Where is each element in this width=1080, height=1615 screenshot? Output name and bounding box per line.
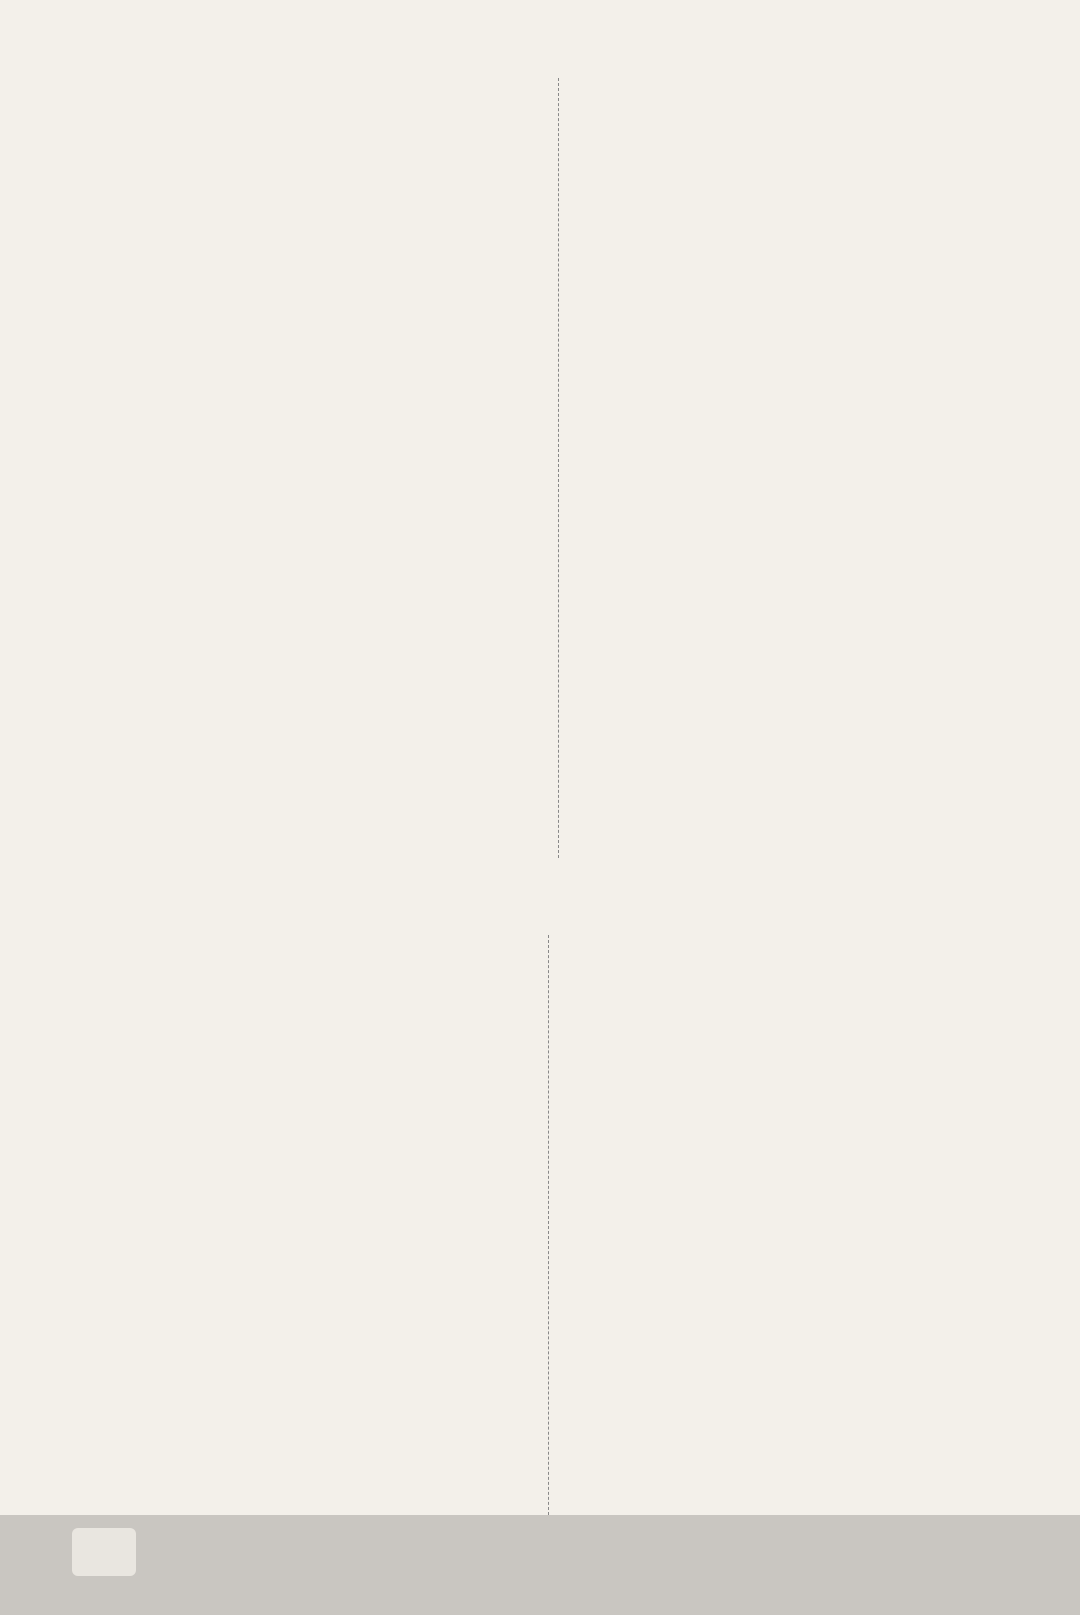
left-column-top [82,70,540,102]
footer-band [0,1515,1080,1615]
column-divider [548,935,549,1525]
unit-title [150,925,176,955]
column-divider [558,78,559,858]
page-number [72,1528,136,1576]
right-column-bottom [560,930,1028,962]
left-column-bottom [78,962,536,1058]
